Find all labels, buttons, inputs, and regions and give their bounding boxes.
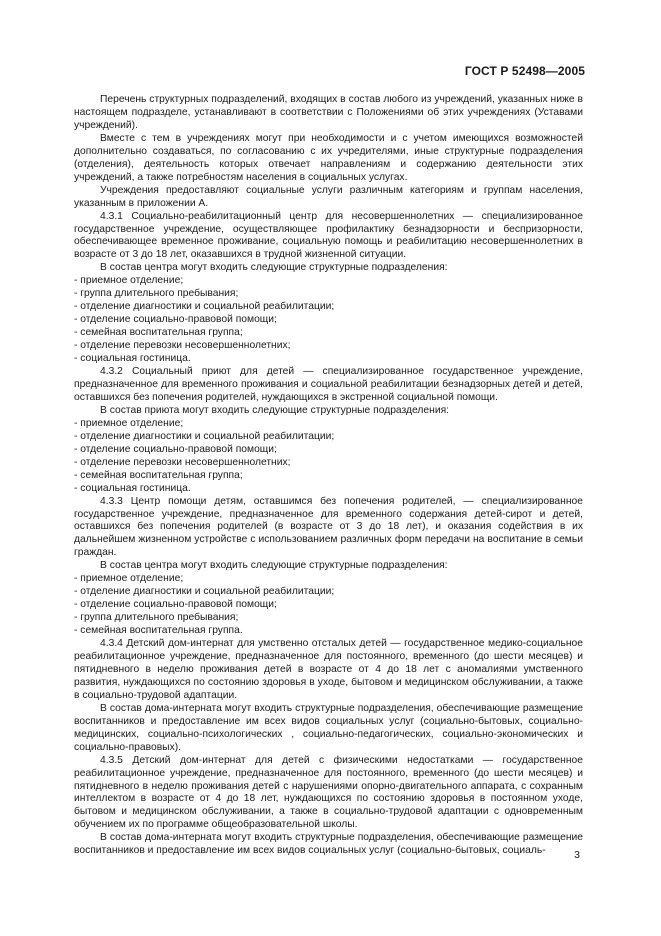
list-item: - отделение диагностики и социальной реабилитации;	[74, 586, 335, 598]
list-item: - социальная гостиница.	[74, 482, 191, 494]
list-item: - семейная воспитательная группа.	[74, 625, 243, 637]
page-number: 3	[574, 849, 580, 861]
list-item: - группа длительного пребывания;	[74, 288, 239, 300]
list-intro: В состав центра могут входить следующие структурные подразделения:	[100, 560, 448, 572]
section-4-3-5: 4.3.5 Детский дом-интернат для детей с физическими недостатками — государственное реабилитационное учреждение, предназначенное для постоянного, временного (до шести месяцев) и пятидневного в неделю проживания детей с нарушениями опорно-двигательного аппарата, с сохранным интеллектом в возрасте от 4 до 18 лет, нуждающихся по состоянию здоровья в постоянном уходе, бытовом и медицинском обслуживании, а также в социально-трудовой адаптации с одновременным обучением их по программе общеобразовательной школы.	[74, 754, 583, 831]
list-item: - отделение социально-правовой помощи;	[74, 443, 277, 455]
list-item: - семейная воспитательная группа;	[74, 469, 243, 481]
list-item: - отделение социально-правовой помощи;	[74, 314, 277, 326]
page-header-standard: ГОСТ Р 52498—2005	[464, 64, 585, 78]
list-item: - отделение социально-правовой помощи;	[74, 599, 277, 611]
list-item: - отделение перевозки несовершеннолетних;	[74, 456, 291, 468]
list-item: - группа длительного пребывания;	[74, 612, 239, 624]
list-intro: В состав приюта могут входить следующие структурные подразделения:	[100, 404, 450, 416]
section-4-3-4: 4.3.4 Детский дом-интернат для умственно отсталых детей — государственное медико-социальное реабилитационное учреждение, предназначенное для постоянного, временного (до шести месяцев) и пятидневного в неделю проживания детей в возрасте от 4 до 18 лет с аномалиями умственного развития, нуждающихся по состоянию здоровья в уходе, бытовом и медицинском обслуживании, а также в социально-трудовой адаптации.	[74, 638, 583, 701]
section-4-3-1: 4.3.1 Социально-реабилитационный центр для несовершеннолетних — специализированное государственное учреждение, осуществляющее профилактику безнадзорности и беспризорности, обеспечивающее временное проживание, социальную помощь и реабилитацию несовершеннолетних в возрасте от 3 до 18 лет, оказавшихся в трудной жизненной ситуации.	[74, 210, 583, 261]
list-intro: В состав центра могут входить следующие структурные подразделения:	[100, 262, 448, 274]
list-item: - отделение диагностики и социальной реабилитации;	[74, 430, 335, 442]
section-4-3-2: 4.3.2 Социальный приют для детей — специализированное государственное учреждение, предназначенное для временного проживания и социальной реабилитации безнадзорных детей и детей, оставшихся без попечения родителей, нуждающихся в экстренной социальной помощи.	[74, 366, 583, 403]
list-item: - приемное отделение;	[74, 573, 184, 585]
list-item: - приемное отделение;	[74, 417, 184, 429]
list-item: - приемное отделение;	[74, 275, 184, 287]
paragraph: В состав дома-интерната могут входить структурные подразделения, обеспечивающие размещение воспитанников и предоставление им всех видов социальных услуг (социально-бытовых, социально-медицинских, социально-психологических , социально-педагогических, социально-экономических и социально-правовых).	[74, 702, 583, 753]
paragraph: Учреждения предоставляют социальные услуги различным категориям и группам населения, указанным в приложении А.	[74, 184, 583, 209]
list-item: - отделение диагностики и социальной реабилитации;	[74, 301, 335, 313]
list-item: - семейная воспитательная группа;	[74, 327, 243, 339]
section-4-3-3: 4.3.3 Центр помощи детям, оставшимся без попечения родителей, — специализированное государственное учреждение, предназначенное для временного содержания детей-сирот и детей, оставшихся без попечения родителей (в возрасте от 3 до 18 лет), и оказания содействия в их дальнейшем жизненном устройстве с использованием различных форм передачи на воспитание в семьи граждан.	[74, 495, 583, 559]
paragraph: Перечень структурных подразделений, входящих в состав любого из учреждений, указанных ниже в настоящем подразделе, устанавливают в соответствии с Положениями об этих учреждениях (Уставами учреждений).	[74, 94, 583, 131]
list-item: - социальная гостиница.	[74, 353, 191, 365]
list-item: - отделение перевозки несовершеннолетних;	[74, 340, 291, 352]
document-body	[74, 94, 583, 858]
paragraph: Вместе с тем в учреждениях могут при необходимости и с учетом имеющихся возможностей дополнительно создаваться, по согласованию с их учредителями, иные структурные подразделения (отделения), деятельность которых отвечает направлениям и содержанию деятельности этих учреждений, а также потребностям населения в социальных услугах.	[74, 132, 583, 183]
paragraph: В состав дома-интерната могут входить структурные подразделения, обеспечивающие размещение воспитанников и предоставление им всех видов социальных услуг (социально-бытовых, социаль-	[74, 832, 583, 857]
